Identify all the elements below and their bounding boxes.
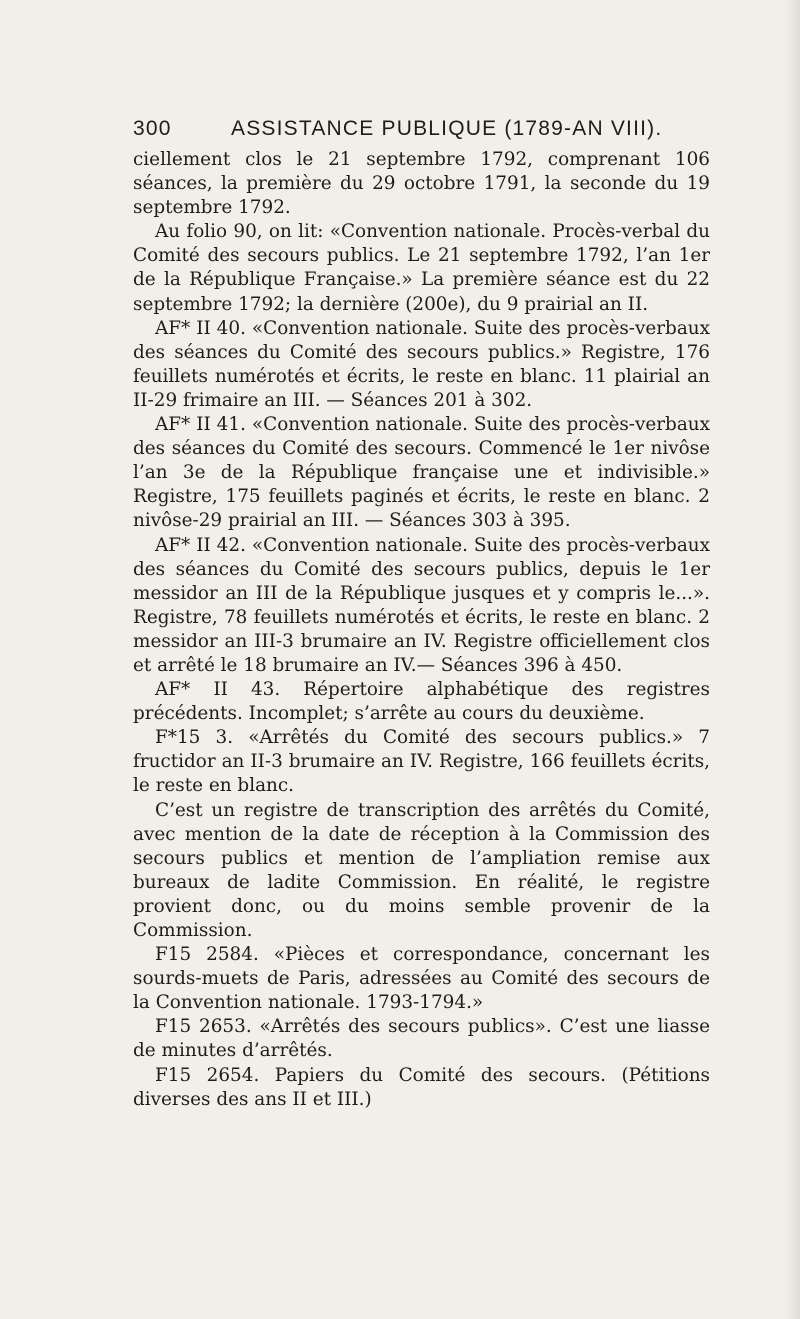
paragraph-af-ii-43: AF* II 43. Répertoire alphabétique des registres précédents. Incomplet; s’arrête au cours du deuxième. — [133, 679, 710, 725]
page-edge-shadow — [786, 0, 800, 1319]
paragraph-continuation: ciellement clos le 21 septembre 1792, comprenant 106 séances, la première du 29 octobre 1791, la seconde du 19 septembre 1792. — [133, 149, 710, 219]
paragraph-f15-2584: F15 2584. «Pièces et correspondance, concernant les sourds-muets de Paris, adressées au Comité des secours de la Convention nationale. 1793-1794.» — [133, 944, 710, 1014]
page-number: 300 — [133, 117, 172, 140]
paragraph-registre-note: C’est un registre de transcription des arrêtés du Comité, avec mention de la date de réception à la Commission des secours publics et mention de l’ampliation remise aux bureaux de ladite Commission. En réalité, le registre provient donc, ou du moins semble provenir de la Commission. — [133, 799, 710, 941]
page-header — [133, 117, 703, 143]
paragraph-af-ii-42: AF* II 42. «Convention nationale. Suite des procès-verbaux des séances du Comité des secours publics, depuis le 1er messidor an III de la République jusques et y compris le...». Registre, 78 feuillets numérotés et écrits, le reste en blanc. 2 messidor an III-3 brumaire an IV. Registre officiellement clos et arrêté le 18 brumaire an IV.— Séances 396 à 450. — [133, 534, 710, 676]
paragraph-f15-2654: F15 2654. Papiers du Comité des secours. (Pétitions diverses des ans II et III.) — [133, 1064, 710, 1110]
paragraph-f15-2653: F15 2653. «Arrêtés des secours publics». C’est une liasse de minutes d’arrêtés. — [133, 1016, 710, 1062]
paragraph-af-ii-41: AF* II 41. «Convention nationale. Suite des procès-verbaux des séances du Comité des secours. Commencé le 1er nivôse l’an 3e de la République française une et indivisible.» Registre, 175 feuillets paginés et écrits, le reste en blanc. 2 nivôse-29 prairial an III. — Séances 303 à 395. — [133, 414, 710, 532]
paragraph-af-ii-40: AF* II 40. «Convention nationale. Suite des procès-verbaux des séances du Comité des secours publics.» Registre, 176 feuillets numérotés et écrits, le reste en blanc. 11 plairial an II-29 frimaire an III. — Séances 201 à 302. — [133, 317, 710, 411]
running-title: ASSISTANCE PUBLIQUE (1789-AN VIII). — [231, 117, 663, 140]
paragraph-f15-3: F*15 3. «Arrêtés du Comité des secours publics.» 7 fructidor an II-3 brumaire an IV. Registre, 166 feuillets écrits, le reste en blanc. — [133, 727, 710, 797]
body-text — [133, 148, 710, 1112]
paragraph-folio-90: Au folio 90, on lit: «Convention nationale. Procès-verbal du Comité des secours publics. Le 21 septembre 1792, l’an 1er de la République Française.» La première séance est du 22 septembre 1792; la dernière (200e), du 9 prairial an II. — [133, 221, 710, 315]
